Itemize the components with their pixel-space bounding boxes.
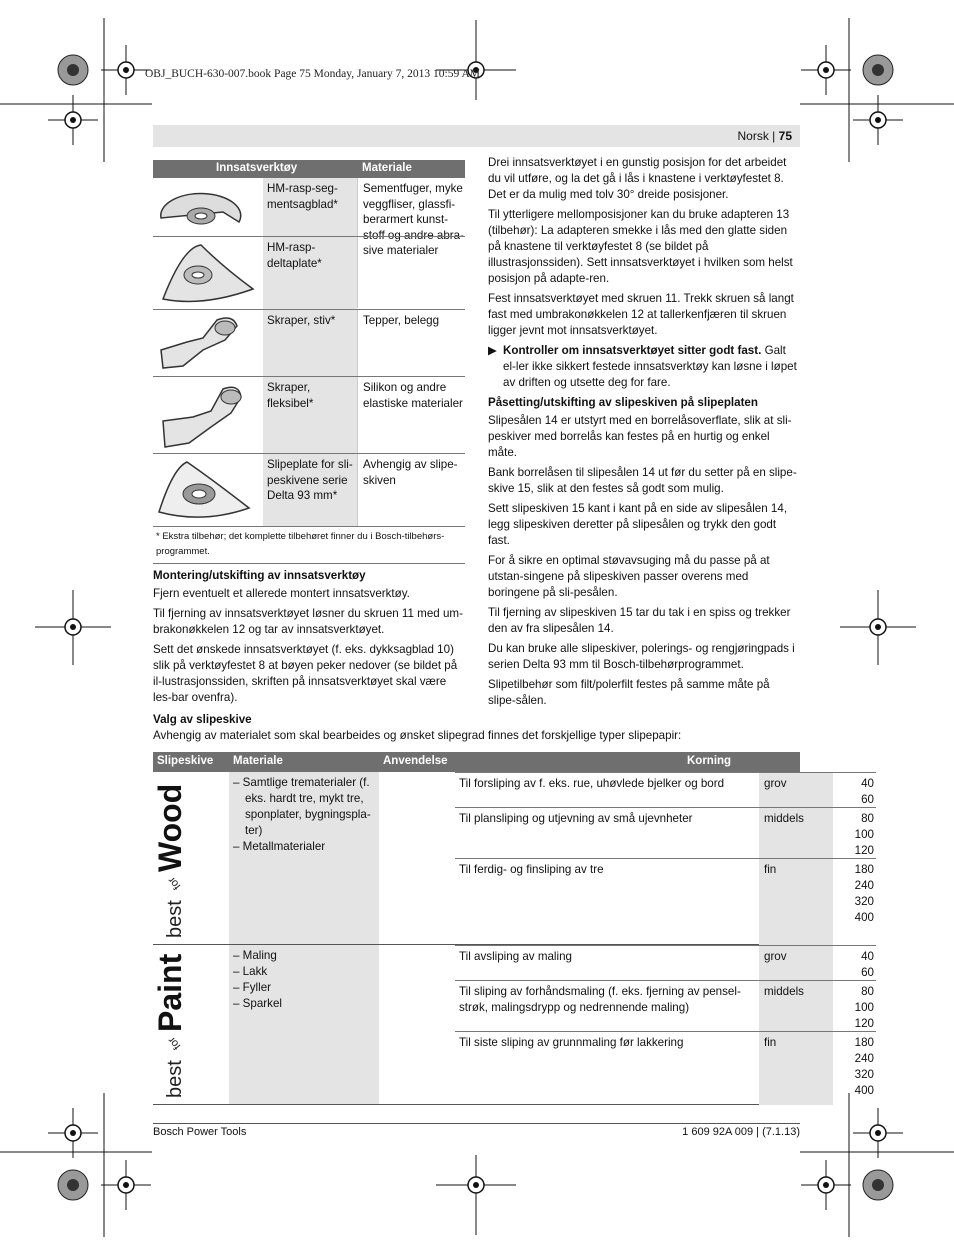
grit-cell bbox=[833, 946, 876, 981]
use-cell: Til sliping av forhåndsmaling (f. eks. fjerning av pensel-strøk, malingsdrypp og nedrennende maling) bbox=[459, 985, 741, 1014]
use-cell: Til siste sliping av grunnmaling før lakkering bbox=[459, 1036, 684, 1049]
grit-value: 80 bbox=[861, 812, 874, 825]
tools-table-header bbox=[153, 160, 465, 178]
tool-material: Silikon og andre elastiske materialer bbox=[357, 377, 465, 453]
col-disc-header: Slipeskive bbox=[157, 755, 214, 767]
grit-cell bbox=[833, 808, 876, 859]
header-language: Norsk bbox=[737, 129, 769, 143]
tool-name: Slipeplate for sli-peskivene serie Delta 93 mm* bbox=[263, 454, 357, 526]
grit-value: 60 bbox=[861, 793, 874, 806]
segment-saw-blade-icon bbox=[153, 178, 263, 236]
warning-text: Galt el-ler ikke sikkert festede innsatsverktøy kan løsne i løpet av driften og utsette deg for fare. bbox=[503, 344, 797, 389]
grit-value: 400 bbox=[854, 911, 874, 924]
mounting-paragraph: Til fjerning av innsatsverktøyet løsner du skruen 11 med um-brakonøkkelen 12 og tar av innsatsverktøyet. bbox=[153, 607, 463, 636]
tool-name: HM-rasp-seg-mentsagblad* bbox=[263, 178, 357, 236]
use-cell: Til plansliping og utjevning av små ujevnheter bbox=[459, 812, 693, 825]
material-item: – Metallmaterialer bbox=[233, 840, 326, 853]
best-for-paint-logo bbox=[153, 945, 229, 1104]
material-item: – Sparkel bbox=[233, 997, 282, 1010]
sanding-disc-title: Påsetting/utskifting av slipeskiven på slipeplaten bbox=[488, 396, 758, 409]
grit-value: 40 bbox=[861, 950, 874, 963]
header-separator: | bbox=[772, 129, 776, 143]
material-item: – Fyller bbox=[233, 981, 272, 994]
right-column bbox=[488, 155, 800, 713]
sanding-group-wood bbox=[153, 772, 874, 945]
tool-material: Sementfuger, myke veggfliser, glassfi-berarmert kunst-stoff og andre abra-sive materialer bbox=[357, 178, 465, 308]
mounting-title: Montering/utskifting av innsatsverktøy bbox=[153, 569, 366, 582]
logo-for: for bbox=[165, 874, 184, 892]
tool-name: Skraper, fleksibel* bbox=[263, 377, 357, 453]
footer-right: 1 609 92A 009 | (7.1.13) bbox=[682, 1126, 800, 1138]
rigid-scraper-icon bbox=[153, 310, 263, 376]
material-item: – Maling bbox=[233, 949, 277, 962]
mounting-section bbox=[153, 568, 465, 710]
warning-bold: Kontroller om innsatsverktøyet sitter godt fast. bbox=[503, 344, 762, 357]
tools-row bbox=[153, 236, 465, 310]
grit-cell bbox=[833, 981, 876, 1032]
material-item: – Lakk bbox=[233, 965, 268, 978]
col-tool-header: Innsatsverktøy bbox=[216, 162, 298, 174]
sanding-row bbox=[455, 945, 876, 981]
col-material-header: Materiale bbox=[362, 162, 412, 174]
grit-cell bbox=[833, 859, 876, 945]
tool-material: Avhengig av slipe-skiven bbox=[357, 454, 465, 526]
arrow-bullet-icon: ▶ bbox=[488, 344, 497, 357]
grade-cell: fin bbox=[759, 1032, 833, 1105]
body-paragraph: Drei innsatsverktøyet i en gunstig posisjon for det arbeidet du vil utføre, og la det gå i lås i knastene i verktøyfestet 8. Det er da mulig med tolv 30° dreide posisjoner. bbox=[488, 156, 787, 201]
page-number: 75 bbox=[778, 129, 792, 143]
body-paragraph: Slipetilbehør som filt/polerfilt festes på samme måte på slipe-sålen. bbox=[488, 678, 770, 707]
grit-value: 240 bbox=[854, 1052, 874, 1065]
sanding-group-paint bbox=[153, 945, 874, 1105]
sanding-row bbox=[455, 980, 876, 1032]
col-material-header: Materiale bbox=[233, 755, 283, 767]
grit-value: 180 bbox=[854, 863, 874, 876]
tools-row bbox=[153, 454, 465, 527]
grit-value: 80 bbox=[861, 985, 874, 998]
selection-title: Valg av slipeskive bbox=[153, 713, 252, 726]
body-paragraph: Bank borrelåsen til slipesålen 14 ut før du setter på en slipe-skive 15, slik at den festes så godt som mulig. bbox=[488, 466, 797, 495]
grit-value: 100 bbox=[854, 1001, 874, 1014]
sanding-row bbox=[455, 858, 876, 945]
sanding-plate-icon bbox=[153, 454, 263, 526]
material-cell bbox=[229, 772, 874, 944]
logo-word: Paint bbox=[153, 953, 188, 1032]
print-info-line: OBJ_BUCH-630-007.book Page 75 Monday, January 7, 2013 10:59 AM bbox=[145, 68, 480, 80]
mounting-paragraph: Fjern eventuelt et allerede montert innsatsverktøy. bbox=[153, 587, 410, 600]
tools-row bbox=[153, 310, 465, 377]
sanding-table-header bbox=[153, 752, 800, 772]
grit-value: 120 bbox=[854, 844, 874, 857]
material-item: – Samtlige trematerialer (f. eks. hardt tre, mykt tre, sponplater, bygningspla-ter) bbox=[233, 776, 371, 837]
logo-best: best bbox=[164, 900, 186, 938]
tools-table bbox=[153, 160, 465, 564]
grade-cell: fin bbox=[759, 859, 833, 945]
mounting-paragraph: Sett det ønskede innsatsverktøyet (f. eks. dykksagblad 10) slik på verktøyfestet 8 at bøyen peker nedover (se bildet på il-lustrasjonssiden, skriften på innsatsverktøyet skal være les-bar ovenfra). bbox=[153, 643, 458, 704]
tools-footnote: * Ekstra tilbehør; det komplette tilbehøret finner du i Bosch-tilbehørs-programmet. bbox=[153, 527, 465, 564]
col-use-header: Anvendelse bbox=[383, 755, 448, 767]
grit-value: 60 bbox=[861, 966, 874, 979]
grit-value: 240 bbox=[854, 879, 874, 892]
body-paragraph: For å sikre en optimal støvavsuging må du passe på at utstan-singene på slipeskiven passer overens med boringene på sli-pesålen. bbox=[488, 554, 770, 599]
material-cell-bg bbox=[229, 772, 379, 944]
footer-left: Bosch Power Tools bbox=[153, 1126, 247, 1138]
tool-name: HM-rasp-deltaplate* bbox=[263, 237, 357, 309]
grit-value: 320 bbox=[854, 1068, 874, 1081]
col-grit-header: Korning bbox=[687, 755, 732, 767]
sanding-row bbox=[455, 772, 876, 808]
selection-intro: Avhengig av materialet som skal bearbeides og ønsket slipegrad finnes det forskjellige typer slipepapir: bbox=[153, 729, 682, 742]
body-paragraph: Til ytterligere mellomposisjoner kan du bruke adapteren 13 (tilbehør): La adapteren smekke i lås med den glatte siden på knastene til verktøyfestet 8 (se bildet på illustrasjonssiden). Sett innsatsverktøyet i hvilken som helst posisjon på adapte-ren. bbox=[488, 208, 793, 285]
material-cell bbox=[229, 945, 874, 1104]
tool-name: Skraper, stiv* bbox=[263, 310, 357, 376]
use-cell: Til ferdig- og finsliping av tre bbox=[459, 863, 604, 876]
sanding-table bbox=[153, 752, 874, 1105]
header-label bbox=[737, 129, 792, 143]
grade-cell: middels bbox=[759, 808, 833, 859]
logo-best: best bbox=[164, 1060, 186, 1098]
grade-cell: middels bbox=[759, 981, 833, 1032]
footer-divider bbox=[153, 1123, 800, 1124]
best-for-wood-logo bbox=[153, 772, 229, 944]
body-paragraph: Til fjerning av slipeskiven 15 tar du tak i en spiss og trekker den av fra slipesålen 14. bbox=[488, 606, 791, 635]
grit-value: 400 bbox=[854, 1084, 874, 1097]
grit-value: 180 bbox=[854, 1036, 874, 1049]
grit-cell bbox=[833, 773, 876, 808]
logo-word: Wood bbox=[153, 783, 188, 872]
tool-material: Tepper, belegg bbox=[357, 310, 465, 376]
use-cell: Til avsliping av maling bbox=[459, 950, 572, 963]
grit-value: 320 bbox=[854, 895, 874, 908]
body-paragraph: Slipesålen 14 er utstyrt med en borrelåsoverflate, slik at sli-peskiver med borrelås kan festes på en hurtig og enkel måte. bbox=[488, 414, 792, 459]
grit-value: 100 bbox=[854, 828, 874, 841]
tools-row bbox=[153, 377, 465, 454]
body-paragraph: Fest innsatsverktøyet med skruen 11. Trekk skruen så langt fast med umbrakonøkkelen 12 at tallerkenfjæren til skruen ligger jevnt mot innsatsverktøyet. bbox=[488, 292, 794, 337]
grit-value: 120 bbox=[854, 1017, 874, 1030]
delta-rasp-plate-icon bbox=[153, 237, 263, 309]
sanding-row bbox=[455, 1031, 876, 1105]
body-paragraph: Sett slipeskiven 15 kant i kant på en side av slipesålen 14, legg slipeskiven deretter på slipesålen og trykk den godt fast. bbox=[488, 502, 788, 547]
grit-value: 40 bbox=[861, 777, 874, 790]
sanding-row bbox=[455, 807, 876, 859]
body-paragraph: Du kan bruke alle slipeskiver, polerings- og rengjøringpads i serien Delta 93 mm til Bosch-tilbehørprogrammet. bbox=[488, 642, 795, 671]
selection-section bbox=[153, 712, 800, 744]
page-header bbox=[153, 125, 800, 147]
material-cell-bg bbox=[229, 945, 379, 1104]
flexible-scraper-icon bbox=[153, 377, 263, 453]
grit-cell bbox=[833, 1032, 876, 1105]
use-cell: Til forsliping av f. eks. rue, uhøvlede bjelker og bord bbox=[459, 777, 725, 790]
logo-for: for bbox=[165, 1034, 184, 1052]
grade-cell: grov bbox=[759, 773, 833, 808]
grade-cell: grov bbox=[759, 946, 833, 981]
warning-paragraph bbox=[488, 343, 800, 391]
